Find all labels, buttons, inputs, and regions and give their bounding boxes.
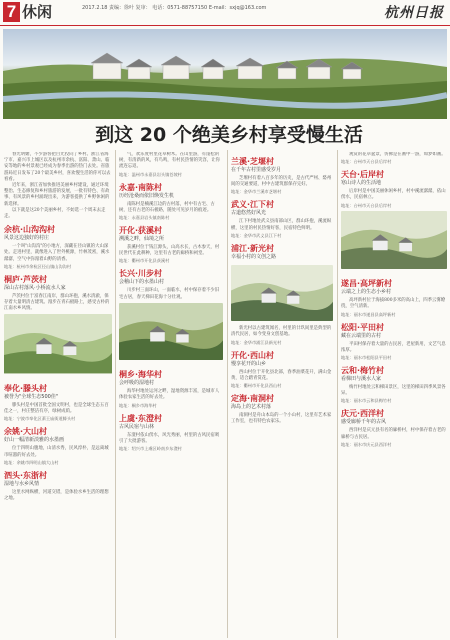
- village-photo: [4, 314, 112, 373]
- article-column-3: [231, 152, 333, 638]
- village-subtitle: 古风民宿与山林: [119, 423, 155, 430]
- headline: 到这 20 个绝美乡村享受慢生活: [95, 124, 363, 146]
- village-subtitle: 会呼吸的湿地村: [119, 380, 155, 387]
- address-line: 地址：金华市武义县江下村: [231, 232, 282, 238]
- hero-photo: [3, 29, 447, 119]
- editor-line: 责编：徐叶 复审：: [109, 5, 151, 11]
- issue-date: 2017.2.18: [82, 5, 108, 11]
- article-paragraph: 获溪村位于钱江源头，山高水长，古木参天，村民世代在此耕种，这里有古老的廊桥和祠堂。: [119, 245, 220, 257]
- section-title: 休闲: [22, 3, 53, 21]
- village-subtitle: 感受廊桥千年的古风: [341, 419, 387, 426]
- village-photo: [341, 211, 447, 269]
- village-subtitle: 藏在云端里的古村: [341, 332, 382, 339]
- village-title: 定海·南洞村: [231, 393, 275, 403]
- village-title: 兰溪·芝堰村: [231, 157, 275, 166]
- village-subtitle: 在千年古村里感受岁月: [231, 167, 282, 173]
- village-subtitle: 幸福小村的文创之路: [231, 253, 277, 260]
- article-paragraph: 东澄村依山傍水，风光秀丽，村里的古风民宿吸引了大批游客。: [119, 432, 220, 444]
- village-title: 桐乡·海华村: [119, 370, 163, 380]
- village-title: 奉化·滕头村: [4, 384, 48, 394]
- village-subtitle: 看梯田与溪水人家: [341, 375, 382, 382]
- village-title: 余姚·大山村: [4, 427, 48, 437]
- address-line: 地址：温州市永嘉县岩头镇苍坡村: [119, 171, 182, 177]
- article-paragraph: 一个叫"山沟沟"的小地方，深藏在径山镇的大山深处。走进村里，就像进入了世外桃源，竹林茂密，溪水潺潺，空气中弥漫着山野的清香。: [4, 244, 110, 262]
- village-subtitle: 寒山诗人的生活地: [341, 180, 382, 187]
- address-line: 地址：衢州市开化县西山村: [231, 382, 282, 388]
- village-title: 上虞·东澄村: [119, 413, 163, 423]
- village-subtitle: 好山一幅清新淡雅的水墨画: [4, 437, 65, 444]
- article-paragraph: 后岸村是中国美丽休闲乡村，村中溪流潺潺，依山傍水，民宿林立。: [341, 189, 446, 201]
- village-title: 天台·后岸村: [341, 170, 385, 180]
- page-header: [0, 0, 450, 26]
- article-paragraph: 川步村三面环山，一面临水，村中保存着不少旧宅古居，春天梯田花海十分壮观。: [119, 288, 220, 300]
- address-line: 地址：桐乡市海华村: [119, 402, 157, 408]
- village-subtitle: 风景这边独好的村庄: [4, 235, 50, 242]
- article-paragraph: 高坪新村位于海拔800多米的高山上，四季云雾缭绕，空气清新。: [341, 298, 446, 310]
- village-title: 泗头·东浙村: [4, 470, 48, 480]
- article-paragraph: 新光村以古建筑闻名，村里的廿玖间里是典型的清代民居，如今变身文创基地。: [231, 326, 332, 338]
- article-paragraph: 梅竹村地处云和梯田景区，这里的梯田四季风景各异。: [341, 384, 446, 397]
- address-line: 地址：永嘉县岩头镇南陈村: [119, 215, 170, 221]
- village-subtitle: 慢享花开的山乡: [231, 360, 267, 367]
- village-subtitle: 历经沧桑而依旧焕发生机: [119, 192, 175, 199]
- article-column-1: [4, 152, 112, 638]
- address-line: 地址：余姚市四明山镇大山村: [4, 459, 59, 465]
- village-title: 云和·梅竹村: [341, 365, 385, 375]
- village-subtitle: 古道悠然好风光: [231, 210, 267, 217]
- address-line: 地址：衢州市开化县获溪村: [119, 258, 170, 264]
- column-divider: [227, 150, 228, 638]
- village-subtitle: 被誉为"全球生态500佳": [4, 394, 59, 401]
- village-title: 长兴·川步村: [119, 269, 163, 279]
- newspaper-logo: 杭州日报: [384, 5, 444, 21]
- village-title: 永嘉·南陈村: [119, 182, 163, 192]
- address-line: 地址：丽水市松阳县平田村: [341, 354, 392, 360]
- village-title: 桐庐·芦茨村: [4, 274, 48, 284]
- article-paragraph: 西洋村是庆元县有名的廊桥村，村中保存着古老的廊桥与古民居。: [341, 428, 446, 440]
- column-divider: [337, 150, 338, 638]
- article-column-2: [119, 152, 223, 638]
- address-line: 地址：台州市天台县后岸村: [341, 202, 392, 208]
- address-line: 地址：宁波市奉化区萧王庙街道滕头村: [4, 416, 76, 422]
- email: E-mail：sxjq@163.com: [208, 5, 267, 11]
- article-column-4: [341, 152, 447, 638]
- article-paragraph: 南洞村是舟山本岛的一个小山村，这里有艺术家工作室，也有特色农家乐。: [231, 412, 332, 425]
- address-line: 地址：杭州市余杭区径山镇山沟沟村: [4, 263, 72, 269]
- address-line: 地址：金华市浦江县新光村: [231, 339, 282, 345]
- article-paragraph: 南陈村是楠溪江边的古村落，村中有古宅、古树，还有古老的石板路，随处可见岁月的痕迹。: [119, 201, 215, 213]
- article-paragraph: 以下就是这20个美丽乡村，不妨选一个周末去走走。: [4, 207, 106, 220]
- page-number: 7: [3, 2, 20, 22]
- village-title: 遂昌·高坪新村: [341, 279, 393, 289]
- column-divider: [115, 150, 116, 638]
- village-title: 开化·西山村: [231, 350, 275, 360]
- village-title: 松阳·平田村: [341, 322, 385, 332]
- village-landscape-image: [3, 29, 447, 119]
- article-paragraph: 平田村保存着大量的古民居，老屋新用，文艺气息浓厚。: [341, 341, 446, 353]
- village-title: 开化·获溪村: [119, 226, 163, 236]
- village-photo: [119, 303, 223, 360]
- village-title: 庆元·西洋村: [341, 409, 385, 419]
- address-line: 地址：丽水市遂昌县高坪新村: [341, 311, 396, 317]
- article-paragraph: 近年来，浙江省加快推进美丽乡村建设，通过环境整治、生态修复和乡村旅游的发展，一批有特色、有故事、有风景的乡村涌现出来，为游客提供了乡野休闲的新选择。: [4, 183, 110, 207]
- village-subtitle: 海岛上的艺术村落: [231, 403, 272, 410]
- phone: 电话：0571-88757150: [152, 5, 208, 11]
- village-subtitle: 湿地与水乡风情: [4, 480, 40, 487]
- address-line: 地址：台州市天台县后岸村: [341, 159, 392, 165]
- village-title: 武义·江下村: [231, 200, 275, 210]
- address-line: 地址：金华市兰溪市芝堰村: [231, 189, 282, 195]
- village-subtitle: 溯溪之畔，仙境之所: [119, 236, 165, 243]
- article-paragraph: 滕头村是中国首批全国文明村，也是全球生态五百佳之一，村庄整洁有序，绿树成荫。: [4, 403, 109, 415]
- article-paragraph: 这里水网纵横，河道交错，是体验水乡生活的理想之地。: [4, 489, 109, 502]
- village-photo: [231, 265, 333, 321]
- article-paragraph: 春光明媚，不少游客把目光投向了乡村。浙江省海宁市、嘉兴市上城区以及杭州市余杭、富阳、萧山、临安等地的乡村景观已经成为春季出游的热门去处。省旅游局近日发布了20个最美乡村，喜欢慢生活的你可以去看看。: [4, 152, 111, 182]
- village-subtitle: 云端之上的生态小乡村: [341, 289, 392, 296]
- village-subtitle: 深山古村落风·小桥流水人家: [4, 284, 66, 291]
- address-line: 地址：绍兴市上虞区岭南乡东澄村: [119, 446, 182, 452]
- article-paragraph: 海华村地处运河之畔，湿地资源丰富，是城市人体验农家生活的好去处。: [119, 389, 220, 401]
- village-subtitle: 会稽山下的水墨山村: [119, 279, 165, 286]
- village-title: 余杭·山沟沟村: [4, 225, 56, 235]
- address-line: 地址：丽水市庆元县西洋村: [341, 441, 392, 447]
- article-paragraph: 芦茨村位于富春江南岸，群山环抱，溪水清澈，保存着大量明清古建筑。漫步在青石板路上，感受古朴的江南水乡风情。: [4, 293, 110, 312]
- article-paragraph: 气，欢乐度村里花草树木。在山里游，有蓬松的树，有清新的风，有鸟鸣，有村民热情的笑容，让你流连忘返。: [119, 152, 220, 170]
- village-title: 浦江·新光村: [231, 243, 275, 253]
- article-paragraph: 位于四明山腹地，山清水秀，民风淳朴，是远离城市喧嚣的好去处。: [4, 446, 109, 458]
- article-paragraph: 江下村地处武义县南部山区，群山环抱，溪流纵横，这里的村民热情好客，民宿特色鲜明。: [231, 219, 332, 231]
- address-line: 地址：丽水市云和县梅竹村: [341, 398, 392, 404]
- header-meta: [82, 5, 266, 12]
- article-paragraph: 西山村位于开化县北部，春季油菜花开，满山金黄，适合踏青赏花。: [231, 369, 332, 381]
- article-paragraph: 观赏的花草盆景，仿佛是在画中一游，如梦如画。: [349, 152, 446, 157]
- article-paragraph: 芝堰村有着八百多年的历史，是古代严州、婺州间的交通要道，村中古建筑群保存完好。: [231, 176, 332, 188]
